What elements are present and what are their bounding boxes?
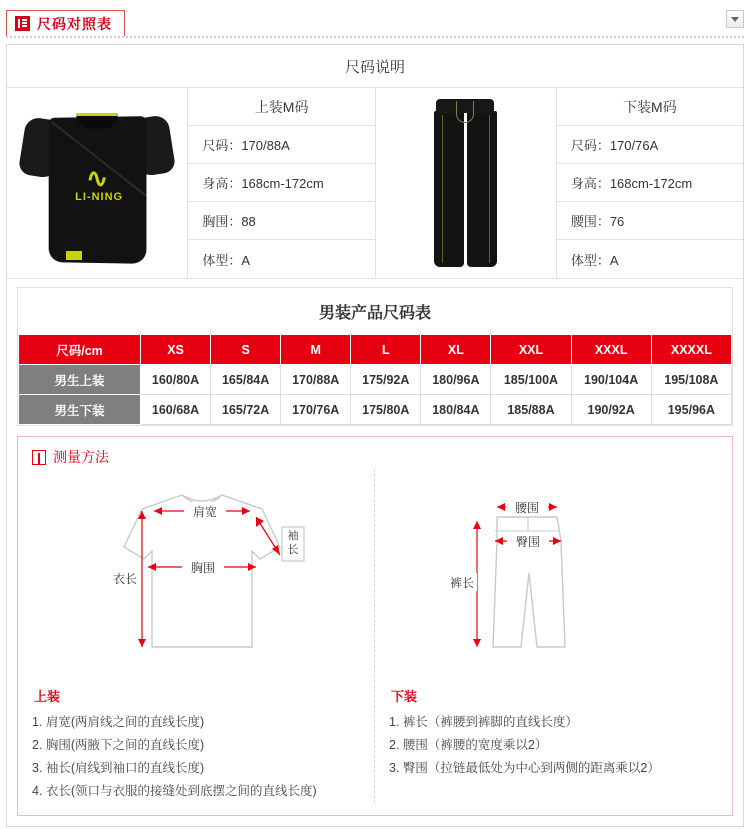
- table-cell: 185/100A: [491, 365, 571, 395]
- pants-spec-row: 腰围：76: [557, 202, 743, 240]
- table-header-row: [19, 335, 732, 365]
- ruler-icon: [32, 450, 46, 465]
- explanation-title: 尺码说明: [7, 45, 743, 88]
- table-cell: 190/92A: [571, 395, 651, 425]
- table-row: [19, 395, 732, 425]
- page-title: 尺码对照表: [37, 15, 112, 32]
- collapse-button[interactable]: [726, 10, 744, 28]
- list-item: 2. 胸围(两腋下之间的直线长度): [32, 738, 205, 752]
- measure-top-label: 上装: [34, 689, 61, 704]
- tshirt-image: [7, 88, 187, 278]
- measure-top: [18, 469, 375, 803]
- table-cell: 195/96A: [651, 395, 731, 425]
- measure-section: [17, 436, 733, 816]
- black-track-pants-photo: [412, 97, 520, 269]
- table-cell: 175/80A: [351, 395, 421, 425]
- measure-header: [18, 447, 732, 467]
- explanation-body: [7, 88, 743, 279]
- table-cell: 160/68A: [141, 395, 211, 425]
- table-column-header: S: [211, 335, 281, 365]
- table-cell: 185/88A: [491, 395, 571, 425]
- table-cell: 180/84A: [421, 395, 491, 425]
- table-cell: 190/104A: [571, 365, 651, 395]
- tshirt-measure-diagram: [32, 469, 360, 684]
- table-column-header: L: [351, 335, 421, 365]
- table-column-header: M: [281, 335, 351, 365]
- list-item: 2. 腰围（裤腰的宽度乘以2）: [389, 738, 548, 752]
- content-frame: [6, 44, 744, 827]
- tshirt-spec-heading: 上装M码: [188, 88, 375, 126]
- table-column-header: XS: [141, 335, 211, 365]
- black-tshirt-photo: ∿ LI-NING: [22, 101, 172, 266]
- measure-bottom-label: 下装: [391, 689, 418, 704]
- table-row: [19, 365, 732, 395]
- tshirt-spec-row: 身高：168cm-172cm: [188, 164, 375, 202]
- pants-spec-heading: 下装M码: [557, 88, 743, 126]
- pants-image: [376, 88, 556, 278]
- explanation-bottom: [375, 88, 743, 278]
- table-row-label: 男生下装: [19, 395, 141, 425]
- svg-text:肩宽: 肩宽: [192, 505, 218, 519]
- pants-spec-row: 尺码：170/76A: [557, 126, 743, 164]
- table-column-header: XXXL: [571, 335, 651, 365]
- svg-text:长: 长: [287, 544, 299, 556]
- table-column-header: XXL: [491, 335, 571, 365]
- list-item: 1. 肩宽(两肩线之间的直线长度): [32, 715, 205, 729]
- measure-bottom: [375, 469, 732, 803]
- table-cell: 160/80A: [141, 365, 211, 395]
- table-cell: 165/84A: [211, 365, 281, 395]
- table-column-header: 尺码/cm: [19, 335, 141, 365]
- pants-measure-diagram: [389, 469, 718, 684]
- size-chart-page: [0, 4, 750, 829]
- measure-top-list: [32, 711, 360, 803]
- list-item: 3. 臀围（拉链最低处为中心到两侧的距离乘以2）: [389, 761, 660, 775]
- svg-text:衣长: 衣长: [112, 572, 138, 586]
- table-column-header: XL: [421, 335, 491, 365]
- list-icon: [15, 16, 30, 31]
- svg-text:袖: 袖: [287, 530, 299, 542]
- size-table: [18, 334, 732, 425]
- table-cell: 170/88A: [281, 365, 351, 395]
- page-header: [6, 4, 744, 38]
- size-table-title: 男装产品尺码表: [318, 305, 431, 322]
- table-cell: 165/72A: [211, 395, 281, 425]
- table-cell: 180/96A: [421, 365, 491, 395]
- table-column-header: XXXXL: [651, 335, 731, 365]
- tshirt-spec-table: [187, 88, 375, 278]
- pants-spec-row: 体型：A: [570, 252, 619, 268]
- table-cell: 170/76A: [281, 395, 351, 425]
- svg-text:臀围: 臀围: [515, 535, 541, 549]
- measure-title: 测量方法: [53, 449, 109, 465]
- table-row-label: 男生上装: [19, 365, 141, 395]
- svg-text:胸围: 胸围: [190, 561, 216, 575]
- tshirt-spec-row: 尺码：170/88A: [188, 126, 375, 164]
- size-table-section: [17, 287, 733, 426]
- svg-text:裤长: 裤长: [449, 576, 475, 590]
- header-tab[interactable]: [6, 10, 125, 36]
- pants-spec-row: 身高：168cm-172cm: [557, 164, 743, 202]
- tshirt-spec-row: 胸围：88: [188, 202, 375, 240]
- pants-spec-table: [556, 88, 743, 278]
- svg-text:腰围: 腰围: [514, 501, 540, 515]
- list-item: 3. 袖长(肩线到袖口的直线长度): [32, 761, 205, 775]
- list-item: 1. 裤长（裤腰到裤脚的直线长度）: [389, 715, 578, 729]
- table-cell: 195/108A: [651, 365, 731, 395]
- list-item: 4. 衣长(领口与衣服的接缝处到底摆之间的直线长度): [32, 784, 317, 798]
- measure-bottom-list: [389, 711, 718, 780]
- explanation-top: [7, 88, 375, 278]
- tshirt-spec-row: 体型：A: [202, 252, 250, 268]
- chevron-down-icon: [731, 17, 739, 22]
- table-cell: 175/92A: [351, 365, 421, 395]
